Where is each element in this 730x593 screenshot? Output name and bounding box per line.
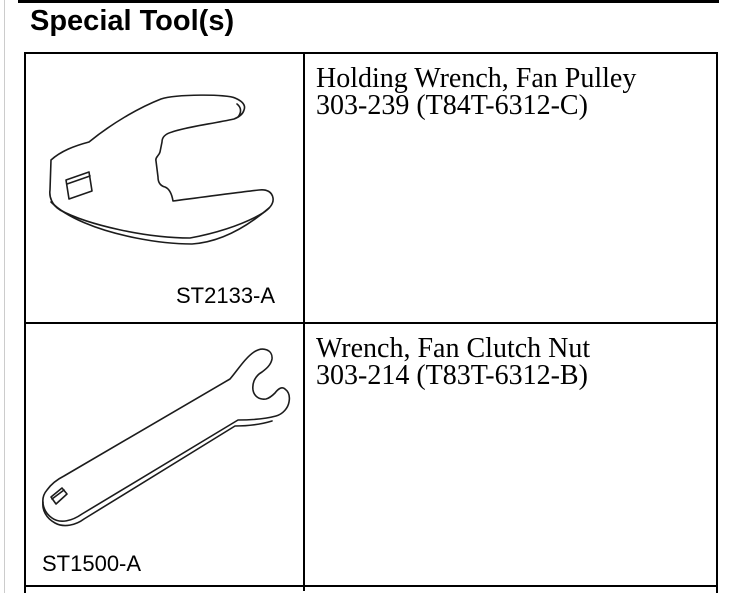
- tool-name: Wrench, Fan Clutch Nut: [316, 333, 591, 364]
- page-edge-rule: [4, 0, 5, 593]
- tool-id-label: ST1500-A: [42, 551, 142, 576]
- tool-row: [26, 54, 716, 322]
- tool-description-cell: [305, 587, 716, 593]
- top-divider-rule: [18, 0, 719, 3]
- tool-name: Holding Wrench, Fan Pulley: [316, 63, 637, 94]
- tool-number: 303-239 (T84T-6312-C): [316, 90, 588, 121]
- tool-illustration-cell: [26, 587, 305, 591]
- tool-row-partial: [26, 585, 716, 593]
- tool-description-cell: [305, 324, 716, 585]
- tool-illustration-cell: [26, 54, 305, 322]
- fan-pulley-holding-wrench-illustration: [26, 54, 305, 322]
- tool-description-cell: [305, 54, 716, 322]
- open-end-wrench-illustration: [26, 324, 305, 585]
- tool-illustration-cell: [26, 324, 305, 585]
- special-tools-table: [24, 52, 718, 593]
- page-title: Special Tool(s): [30, 5, 235, 37]
- tool-row: [26, 322, 716, 585]
- tool-number: 303-214 (T83T-6312-B): [316, 360, 588, 391]
- tool-id-label: ST2133-A: [176, 283, 276, 308]
